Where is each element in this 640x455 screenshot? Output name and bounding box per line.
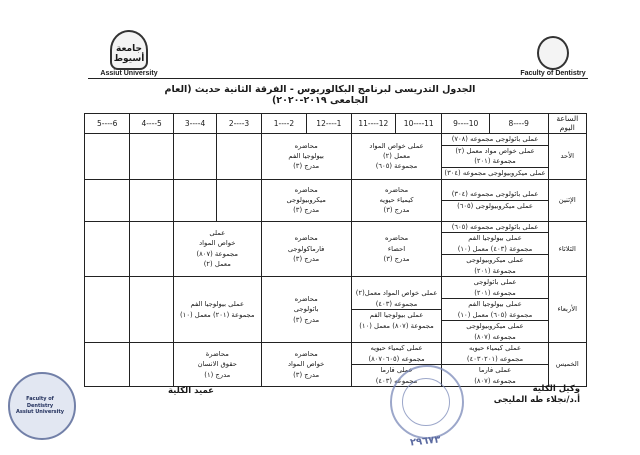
- col-10-11: 10----11: [396, 114, 442, 134]
- mon-noon-cell: محاضره ميكروبيولوجى مدرج (٣): [261, 179, 351, 221]
- wed-early-cell: عملى باثولوجى مجموعه (٢٠١) عملى بيولوجيا الفم مجموعة (٦٠٥) معمل (١٠) عملى ميكروبيولوجى مجموعه (٨٠٧): [442, 277, 548, 343]
- col-1-2: 1----2: [261, 114, 306, 134]
- col-5-6: 5----6: [85, 114, 130, 134]
- thu-early-cell: عملى كيمياء حيويه مجموعه (٤٠٣٠٢٠١) عملى فارما مجموعه (٨٠٧): [442, 343, 548, 387]
- university-caption: Assiut University: [100, 70, 158, 77]
- wed-noon-cell: محاضره باثولوجى مدرج (٣): [261, 277, 351, 343]
- faculty-stamp-text: Faculty of Dentistry Assiut University: [16, 396, 65, 415]
- faculty-crest-icon: [537, 36, 569, 70]
- sun-early-cell: عملى باثولوجى مجموعه (٧٠٨) عملى خواص مواد معمل (٢) مجموعة (٢٠١) عملى ميكروبيولوجى مجموعه (٣٠٤): [442, 133, 548, 179]
- header-row: [85, 114, 587, 134]
- wed-mid-cell: عملى خواص المواد معمل(٢) مجموعه (٤٠٣) عملى بيولوجيا الفم مجموعة (٨٠٧) معمل (١٠): [351, 277, 442, 343]
- col-11-12: 11----12: [351, 114, 395, 134]
- day-monday: الإثنين: [548, 179, 586, 221]
- mon-mid-cell: محاضره كيمياء حيويه مدرج (٣): [351, 179, 442, 221]
- row-wednesday: [85, 277, 587, 343]
- sun-noon-cell: محاضره بيولوجيا الفم مدرج (٣): [261, 133, 351, 179]
- col-day-hour: الساعة اليوم: [548, 114, 586, 134]
- row-thursday: [85, 343, 587, 387]
- row-monday: [85, 179, 587, 221]
- row-tuesday: [85, 221, 587, 276]
- university-crest-icon: جامعة أسيوط: [110, 30, 148, 70]
- thu-mid-cell: عملى كيمياء حيويه مجموعه (٨٠٧٠٦٠٥) عملى فارما مجموعه (٤٠٣): [351, 343, 442, 387]
- row-sunday: [85, 133, 587, 179]
- sun-mid-cell: عملى خواص المواد معمل (٢) مجموعة (٦٠٥): [351, 133, 442, 179]
- col-9-10: 9----10: [442, 114, 489, 134]
- wed-late-cell: عملى بيولوجيا الفم مجموعة (٢٠١) معمل (١٠): [173, 277, 261, 343]
- thu-noon-cell: محاضره خواص المواد مدرج (٣): [261, 343, 351, 387]
- thu-late-cell: محاضرة حقوق الانسان مدرج (١): [173, 343, 261, 387]
- vice-dean-title: وكيل الكلية: [532, 384, 580, 394]
- seal-number: ٢٩٦٧٣: [409, 434, 442, 449]
- tue-early-cell: عملى باثولوجى مجموعه (٦٠٥) عملى بيولوجيا الفم مجموعة (٤٠٣) معمل (١٠) عملى ميكروبيولوجى مجموعة (٢٠١): [442, 221, 548, 276]
- mon-early-cell: عملى باثولوجى مجموعه (٣٠٤) عملى ميكروبيولوجى (٦٠٥): [442, 179, 548, 221]
- col-3-4: 3----4: [173, 114, 216, 134]
- assiut-university-logo: [90, 30, 168, 77]
- day-thursday: الخميس: [548, 343, 586, 387]
- day-wednesday: الأربعاء: [548, 277, 586, 343]
- col-8-9: 8----9: [489, 114, 548, 134]
- dean-signature-label: عميد الكلية: [168, 386, 214, 396]
- col-4-5: 4----5: [130, 114, 173, 134]
- tue-mid-cell: محاضره احصاء مدرج (٣): [351, 221, 442, 276]
- vice-dean-signature: [494, 384, 580, 407]
- seal-eagle-icon: [402, 378, 450, 426]
- day-sunday: الأحد: [548, 133, 586, 179]
- faculty-logo: [508, 36, 598, 77]
- day-tuesday: الثلاثاء: [548, 221, 586, 276]
- header-rule: [88, 78, 588, 79]
- tue-late-cell: عملى خواص المواد مجموعة (٨٠٧) معمل (٢): [173, 221, 261, 276]
- schedule-table: [84, 113, 587, 387]
- page-title: الجدول التدريسى لبرنامج البكالوريوس - الفرقة الثانية حديث (العام الجامعى ٢٠١٩-٢٠٢٠): [164, 84, 476, 106]
- tue-noon-cell: محاضره فارماكولوجى مدرج (٣): [261, 221, 351, 276]
- col-12-1: 12----1: [307, 114, 351, 134]
- vice-dean-name: أ.د/نجلاء طه المليجى: [493, 395, 580, 406]
- faculty-caption: Faculty of Dentistry: [520, 70, 586, 77]
- col-2-3: 2----3: [217, 114, 261, 134]
